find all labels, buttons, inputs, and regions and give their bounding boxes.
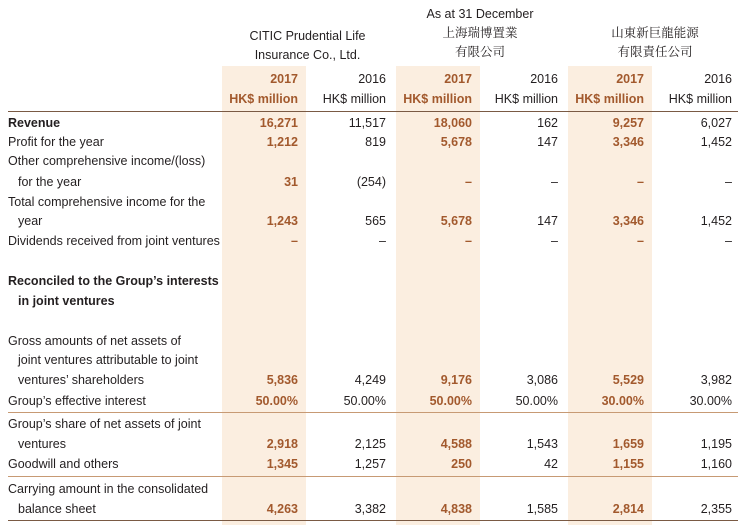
cell-value: 1,195 [700,437,732,451]
cell-value: 50.00% [255,394,298,408]
cell-value: 3,382 [354,502,386,516]
row-divider [8,476,738,477]
cell-value: – [551,175,558,189]
year-header: 2016 [358,72,386,86]
year-header: 2016 [530,72,558,86]
cell-value: 6,027 [700,116,732,130]
unit-header: HK$ million [403,92,472,106]
cell-value: 4,263 [266,502,298,516]
entity-shandong-line2: 有限責任公司 [617,45,693,59]
year-header: 2017 [616,72,644,86]
cell-value: 9,176 [440,373,472,387]
cell-value: 3,346 [612,214,644,228]
cell-value: 1,659 [612,437,644,451]
cell-value: 50.00% [515,394,558,408]
unit-header: HK$ million [322,92,386,106]
row-label-carrying-cont: balance sheet [18,502,96,516]
cell-value: – [465,175,472,189]
entity-shandong-line1: 山東新巨龍能源 [611,26,699,40]
cell-value: 50.00% [343,394,386,408]
cell-value: 3,086 [526,373,558,387]
row-label-oci: Other comprehensive income/(loss) [8,154,206,168]
cell-value: 819 [365,135,386,149]
cell-value: 3,982 [700,373,732,387]
cell-value: 1,155 [612,457,644,471]
row-label-profit: Profit for the year [8,135,104,149]
cell-value: 1,243 [266,214,298,228]
cell-value: 31 [284,175,298,189]
cell-value: 16,271 [259,116,298,130]
cell-value: 1,160 [700,457,732,471]
entity-shanghai-line1: 上海瑞博置業 [442,26,518,40]
cell-value: 1,543 [526,437,558,451]
cell-value: – [291,234,298,248]
row-label-tci-cont: year [18,214,43,228]
row-label-carrying: Carrying amount in the consolidated [8,482,209,496]
row-label-tci: Total comprehensive income for the [8,195,206,209]
header-rule [8,111,738,112]
cell-value: 5,678 [440,135,472,149]
cell-value: – [725,234,732,248]
row-label-gross-cont: joint ventures attributable to joint [18,353,198,367]
row-label-dividends: Dividends received from joint ventures [8,234,220,248]
cell-value: 1,212 [266,135,298,149]
cell-value: 2,918 [266,437,298,451]
bottom-rule [8,520,738,521]
cell-value: 250 [451,457,472,471]
group-title: As at 31 December [426,7,534,21]
cell-value: 18,060 [433,116,472,130]
row-label-revenue: Revenue [8,116,61,130]
cell-value: 11,517 [348,116,386,130]
cell-value: 1,452 [700,214,732,228]
cell-value: 1,257 [354,457,386,471]
cell-value: 1,452 [700,135,732,149]
year-header: 2017 [444,72,472,86]
cell-value: – [465,234,472,248]
cell-value: 5,836 [266,373,298,387]
cell-value: 42 [544,457,558,471]
cell-value: 565 [365,214,386,228]
year-header: 2016 [704,72,732,86]
row-label-effective: Group’s effective interest [8,394,146,408]
unit-header: HK$ million [494,92,558,106]
cell-value: 2,355 [700,502,732,516]
unit-header: HK$ million [668,92,732,106]
cell-value: – [637,175,644,189]
cell-value: 5,529 [612,373,644,387]
cell-value: 3,346 [612,135,644,149]
section-heading-cont: in joint ventures [18,294,115,308]
cell-value: 162 [537,116,558,130]
cell-value: 30.00% [601,394,644,408]
cell-value: 1,585 [526,502,558,516]
cell-value: 4,249 [354,373,386,387]
cell-value: 1,345 [266,457,298,471]
entity-citic-line2: Insurance Co., Ltd. [254,48,361,62]
cell-value: 2,814 [612,502,644,516]
cell-value: – [379,234,386,248]
year-header: 2017 [270,72,298,86]
cell-value: 5,678 [440,214,472,228]
cell-value: – [637,234,644,248]
row-label-gross-cont: ventures’ shareholders [18,373,144,387]
entity-citic-line1: CITIC Prudential Life [249,29,366,43]
section-heading: Reconciled to the Group’s interests [8,274,219,288]
row-label-share: Group’s share of net assets of joint [8,417,201,431]
row-label-oci-cont: for the year [18,175,82,189]
cell-value: 2,125 [354,437,386,451]
unit-header: HK$ million [229,92,298,106]
cell-value: 4,838 [440,502,472,516]
row-divider [8,412,738,413]
row-label-share-cont: ventures [18,437,66,451]
row-label-gross: Gross amounts of net assets of [8,334,181,348]
cell-value: 9,257 [612,116,644,130]
cell-value: (254) [356,175,386,189]
cell-value: 4,588 [440,437,472,451]
cell-value: 30.00% [689,394,732,408]
cell-value: – [725,175,732,189]
row-label-goodwill: Goodwill and others [8,457,119,471]
cell-value: 50.00% [429,394,472,408]
entity-shanghai-line2: 有限公司 [454,45,505,59]
cell-value: – [551,234,558,248]
cell-value: 147 [537,135,558,149]
unit-header: HK$ million [575,92,644,106]
cell-value: 147 [537,214,558,228]
